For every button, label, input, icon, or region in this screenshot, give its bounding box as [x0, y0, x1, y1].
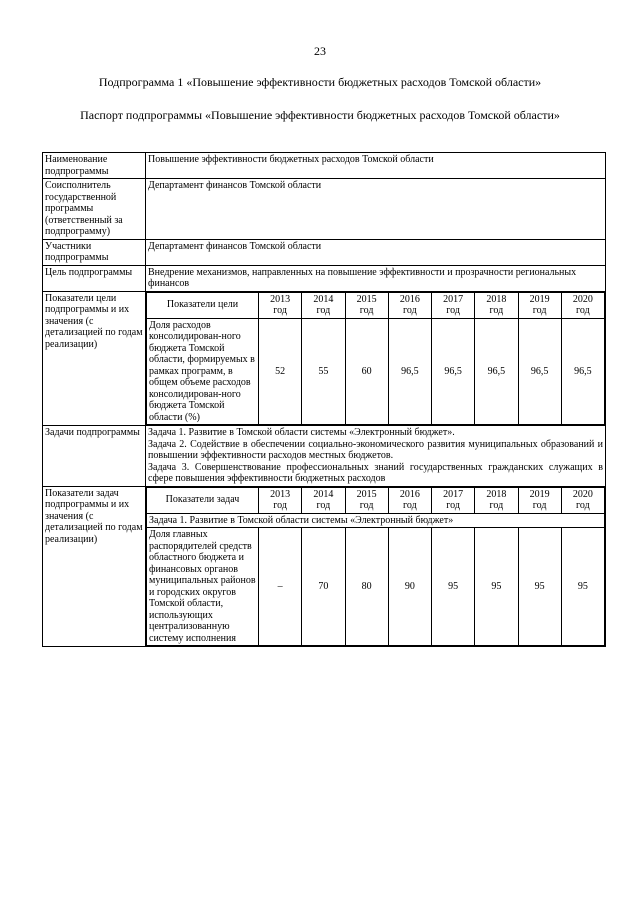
row-label: Соисполнитель государственной программы (ответственный за подпрограмму) — [43, 179, 146, 240]
indicator-value: 70 — [302, 528, 345, 646]
indicator-value: 95 — [561, 528, 604, 646]
year-header: 2015 год — [345, 487, 388, 513]
passport-table — [42, 152, 606, 647]
row-task-indicators — [43, 486, 606, 647]
years-header-row — [147, 487, 605, 513]
row-label: Участники подпрограммы — [43, 239, 146, 265]
year-header: 2017 год — [432, 487, 475, 513]
indicator-header: Показатели задач — [147, 487, 259, 513]
year-header: 2013 год — [259, 487, 302, 513]
year-header: 2015 год — [345, 292, 388, 318]
indicator-row — [147, 318, 605, 425]
row-tasks — [43, 426, 606, 487]
indicator-value: 60 — [345, 318, 388, 425]
year-header: 2017 год — [432, 292, 475, 318]
indicator-value: – — [259, 528, 302, 646]
task-title-row — [147, 513, 605, 528]
year-header: 2020 год — [561, 292, 604, 318]
task-indicators-table — [146, 487, 605, 647]
task-item: Задача 3. Совершенствование профессиональных знаний государственных гражданских служащих в сфере повышения эффективности бюджетных расходов — [148, 461, 603, 484]
goal-indicators-cell — [146, 291, 606, 426]
indicator-value: 95 — [518, 528, 561, 646]
row-name — [43, 153, 606, 179]
years-header-row — [147, 292, 605, 318]
row-label: Цель подпрограммы — [43, 265, 146, 291]
passport-title: Паспорт подпрограммы «Повышение эффективности бюджетных расходов Томской области» — [80, 108, 560, 122]
indicator-value: 95 — [475, 528, 518, 646]
task-indicators-cell — [146, 486, 606, 647]
indicator-value: 96,5 — [561, 318, 604, 425]
row-value: Департамент финансов Томской области — [146, 239, 606, 265]
row-goal-indicators — [43, 291, 606, 426]
row-value: Внедрение механизмов, направленных на повышение эффективности и прозрачности региональных финансов — [146, 265, 606, 291]
goal-indicators-table — [146, 292, 605, 426]
year-header: 2013 год — [259, 292, 302, 318]
indicator-value: 52 — [259, 318, 302, 425]
tasks-list — [146, 426, 606, 487]
indicator-name: Доля главных распорядителей средств областного бюджета и финансовых органов муниципальных районов и городских округов Томской области, использующих централизованную систему исполнения — [147, 528, 259, 646]
year-header: 2019 год — [518, 487, 561, 513]
row-label: Задачи подпрограммы — [43, 426, 146, 487]
row-label: Показатели цели подпрограммы и их значения (с детализацией по годам реализации) — [43, 291, 146, 426]
year-header: 2020 год — [561, 487, 604, 513]
task-title: Задача 1. Развитие в Томской области системы «Электронный бюджет» — [147, 513, 605, 528]
row-coexecutor — [43, 179, 606, 240]
page-number: 23 — [314, 44, 326, 58]
row-value: Департамент финансов Томской области — [146, 179, 606, 240]
indicator-value: 90 — [388, 528, 431, 646]
row-goal — [43, 265, 606, 291]
year-header: 2019 год — [518, 292, 561, 318]
year-header: 2016 год — [388, 292, 431, 318]
subprogram-title: Подпрограмма 1 «Повышение эффективности бюджетных расходов Томской области» — [98, 75, 542, 89]
year-header: 2014 год — [302, 292, 345, 318]
year-header: 2018 год — [475, 292, 518, 318]
indicator-value: 80 — [345, 528, 388, 646]
indicator-value: 96,5 — [388, 318, 431, 425]
task-item: Задача 2. Содействие в обеспечении социально-экономического развития муниципальных образований и повышении эффективности расходов местных бюджетов. — [148, 438, 603, 461]
row-participants — [43, 239, 606, 265]
year-header: 2018 год — [475, 487, 518, 513]
indicator-name: Доля расходов консолидирован-ного бюджета Томской области, формируемых в рамках программ, в общем объеме расходов консолидирован-ного бюджета Томской области (%) — [147, 318, 259, 425]
row-label: Показатели задач подпрограммы и их значения (с детализацией по годам реализации) — [43, 486, 146, 647]
task-item: Задача 1. Развитие в Томской области системы «Электронный бюджет». — [148, 427, 455, 438]
year-header: 2014 год — [302, 487, 345, 513]
indicator-header: Показатели цели — [147, 292, 259, 318]
row-value: Повышение эффективности бюджетных расходов Томской области — [146, 153, 606, 179]
indicator-value: 96,5 — [518, 318, 561, 425]
indicator-value: 95 — [432, 528, 475, 646]
indicator-value: 55 — [302, 318, 345, 425]
indicator-value: 96,5 — [475, 318, 518, 425]
row-label: Наименование подпрограммы — [43, 153, 146, 179]
indicator-value: 96,5 — [432, 318, 475, 425]
year-header: 2016 год — [388, 487, 431, 513]
indicator-row — [147, 528, 605, 646]
